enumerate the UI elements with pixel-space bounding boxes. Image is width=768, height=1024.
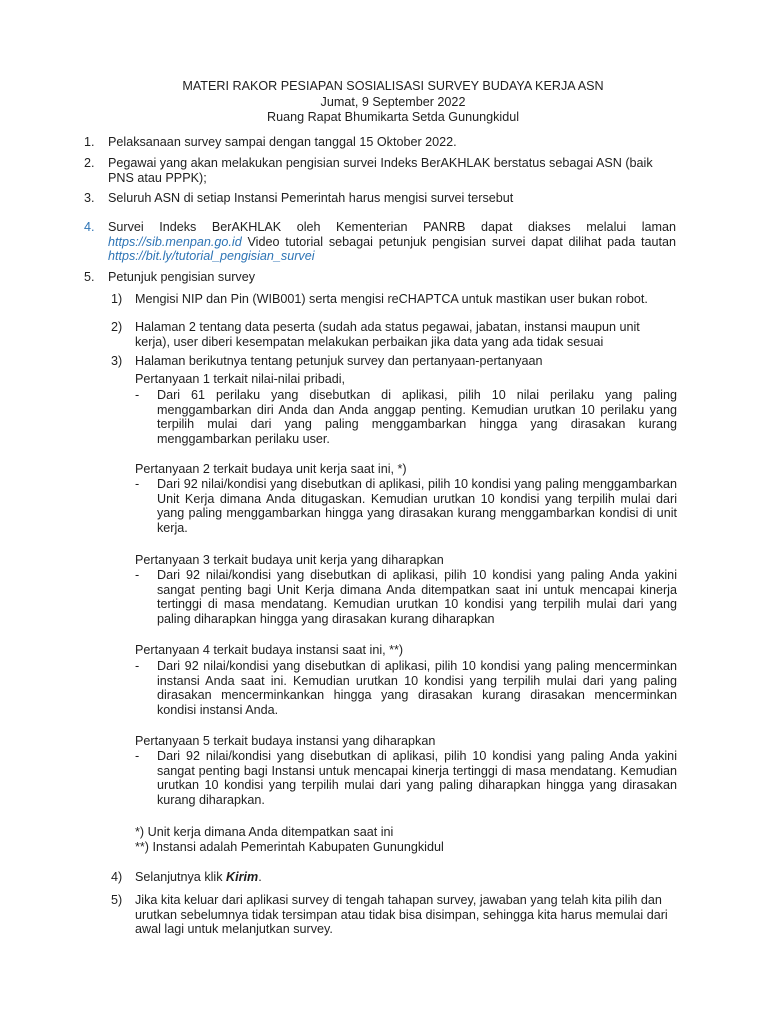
item-5-number: 5.: [84, 270, 95, 284]
tutorial-link[interactable]: https://bit.ly/tutorial_pengisian_survei: [108, 249, 315, 264]
step-1-number: 1): [111, 292, 123, 306]
question-2-body: Dari 92 nilai/kondisi yang disebutkan di aplikasi, pilih 10 kondisi yang paling menggambarkan Unit Kerja dimana Anda ditugaskan. Kemudian urutkan 10 kondisi yang terpilih mulai dari yang paling menggambarkan hingga yang dirasakan kurang menggambarkan kondisi di unit kerja.: [157, 477, 677, 535]
step-2-number: 2): [111, 320, 123, 334]
item-4-number: 4.: [84, 220, 95, 234]
item-2-number: 2.: [84, 156, 95, 170]
step-4-text-a: Selanjutnya klik: [135, 870, 227, 884]
question-5-body: Dari 92 nilai/kondisi yang disebutkan di aplikasi, pilih 10 kondisi yang paling Anda yakini sangat penting bagi Instansi untuk mencapai kinerja tertinggi di masa mendatang. Kemudian urutkan 10 kondisi yang terpilih mulai dari yang paling diharapkan hingga yang dirasakan kurang diharapkan.: [157, 749, 677, 807]
footnote-2: **) Instansi adalah Pemerintah Kabupaten Gunungkidul: [135, 840, 444, 854]
step-3-text: Halaman berikutnya tentang petunjuk survey dan pertanyaan-pertanyaan: [135, 354, 543, 368]
title-line-1: MATERI RAKOR PESIAPAN SOSIALISASI SURVEY BUDAYA KERJA ASN: [182, 79, 604, 93]
item-1-number: 1.: [84, 135, 95, 149]
step-4-text-end: .: [258, 870, 262, 884]
title-line-2: Jumat, 9 September 2022: [320, 94, 466, 109]
document-title: [0, 79, 768, 126]
question-1-body: Dari 61 perilaku yang disebutkan di aplikasi, pilih 10 nilai perilaku yang paling menggambarkan diri Anda dan Anda anggap penting. Kemudian urutkan 10 perilaku yang terpilih mulai dari yang paling menggambarkan hingga yang dirasakan kurang menggambarkan perilaku user.: [157, 388, 677, 446]
question-2-heading: Pertanyaan 2 terkait budaya unit kerja saat ini, *): [135, 462, 407, 476]
item-1-text: Pelaksanaan survey sampai dengan tanggal 15 Oktober 2022.: [108, 135, 457, 149]
question-5-heading: Pertanyaan 5 terkait budaya instansi yang diharapkan: [135, 734, 436, 748]
item-3-number: 3.: [84, 191, 95, 205]
question-2-dash: -: [135, 477, 140, 491]
sib-menpan-link[interactable]: https://sib.menpan.go.id: [108, 234, 242, 249]
item-4-text: [108, 220, 676, 264]
footnote-1: *) Unit kerja dimana Anda ditempatkan saat ini: [135, 825, 394, 839]
step-4-number: 4): [111, 870, 123, 884]
step-4-text: [135, 870, 676, 885]
question-1-heading: Pertanyaan 1 terkait nilai-nilai pribadi,: [135, 372, 346, 386]
question-3-dash: -: [135, 568, 140, 582]
item-2-text: Pegawai yang akan melakukan pengisian survei Indeks BerAKHLAK berstatus sebagai ASN (baik PNS atau PPPK);: [108, 156, 653, 185]
step-5-text: Jika kita keluar dari aplikasi survey di tengah tahapan survey, jawaban yang telah kita pilih dan urutkan sebelumnya tidak tersimpan atau tidak bisa disimpan, sehingga kita harus memulai dari awal lagi untuk melanjutkan survey.: [135, 893, 668, 937]
item-3-text: Seluruh ASN di setiap Instansi Pemerintah harus mengisi survei tersebut: [108, 191, 514, 205]
question-4-heading: Pertanyaan 4 terkait budaya instansi saat ini, **): [135, 643, 404, 657]
title-line-3: Ruang Rapat Bhumikarta Setda Gunungkidul: [266, 110, 520, 124]
question-3-heading: Pertanyaan 3 terkait budaya unit kerja yang diharapkan: [135, 553, 444, 567]
step-1-text: Mengisi NIP dan Pin (WIB001) serta mengisi reCHAPTCA untuk mastikan user bukan robot.: [135, 292, 648, 306]
question-4-dash: -: [135, 659, 140, 673]
question-1-dash: -: [135, 388, 140, 402]
step-3-number: 3): [111, 354, 123, 368]
question-4-body: Dari 92 nilai/kondisi yang disebutkan di aplikasi, pilih 10 kondisi yang paling mencerminkan instansi Anda saat ini. Kemudian urutkan 10 kondisi yang terpilih mulai dari yang paling dirasakan mencerminkankan hingga yang dirasakan kurang dirasakan mencerminkan kondisi instansi Anda.: [157, 659, 677, 717]
kirim-label: Kirim: [226, 870, 259, 884]
step-5-number: 5): [111, 893, 123, 907]
item-5-text: Petunjuk pengisian survey: [108, 270, 256, 284]
question-5-dash: -: [135, 749, 140, 763]
item-4-text-b: Video tutorial sebagai petunjuk pengisian survei dapat dilihat pada tautan: [241, 234, 676, 249]
question-3-body: Dari 92 nilai/kondisi yang disebutkan di aplikasi, pilih 10 kondisi yang paling Anda yakini sangat penting bagi Unit Kerja dimana Anda ditempatkan saat ini untuk mencapai kinerja tertinggi di masa mendatang. Kemudian urutkan 10 kondisi yang terpilih mulai dari yang paling diharapkan hingga yang dirasakan kurang diharapkan: [157, 568, 677, 626]
item-4-text-a: Survei Indeks BerAKHLAK oleh Kementerian PANRB dapat diakses melalui laman: [108, 220, 676, 234]
step-2-text: Halaman 2 tentang data peserta (sudah ada status pegawai, jabatan, instansi maupun unit kerja), user diberi kesempatan melakukan perbaikan jika data yang ada tidak sesuai: [135, 320, 640, 349]
